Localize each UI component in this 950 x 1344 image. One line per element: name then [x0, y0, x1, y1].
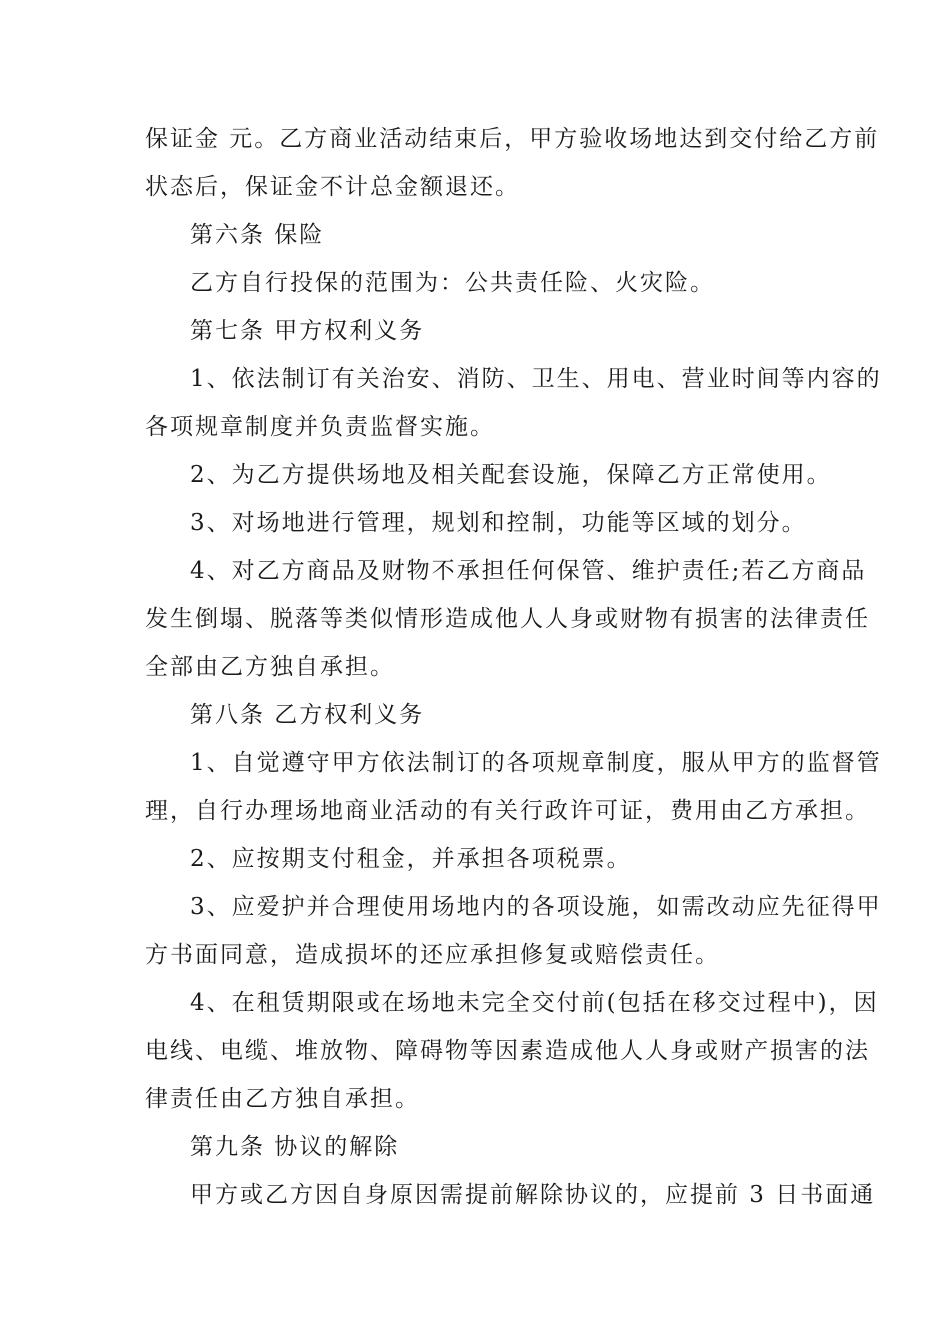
text-line: 发生倒塌、脱落等类似情形造成他人人身或财物有损害的法律责任	[145, 606, 870, 632]
text-line: 保证金 元。乙方商业活动结束后，甲方验收场地达到交付给乙方前	[145, 126, 880, 152]
text-line: 乙方自行投保的范围为：公共责任险、火灾险。	[190, 270, 715, 296]
section-heading: 第七条 甲方权利义务	[190, 318, 425, 344]
text-line: 律责任由乙方独自承担。	[145, 1086, 420, 1112]
text-line: 3、应爱护并合理使用场地内的各项设施，如需改动应先征得甲	[190, 894, 882, 920]
text-line: 各项规章制度并负责监督实施。	[145, 414, 495, 440]
text-line: 理，自行办理场地商业活动的有关行政许可证，费用由乙方承担。	[145, 798, 870, 824]
text-line: 1、依法制订有关治安、消防、卫生、用电、营业时间等内容的	[190, 366, 882, 392]
text-line: 2、应按期支付租金，并承担各项税票。	[190, 846, 632, 872]
text-line: 状态后，保证金不计总金额退还。	[145, 174, 520, 200]
section-heading: 第八条 乙方权利义务	[190, 702, 425, 728]
text-line: 4、在租赁期限或在场地未完全交付前(包括在移交过程中)，因	[190, 990, 879, 1016]
text-line: 1、自觉遵守甲方依法制订的各项规章制度，服从甲方的监督管	[190, 750, 882, 776]
text-line: 甲方或乙方因自身原因需提前解除协议的，应提前 3 日书面通	[190, 1182, 876, 1208]
text-line: 电线、电缆、堆放物、障碍物等因素造成他人人身或财产损害的法	[145, 1038, 870, 1064]
text-line: 方书面同意，造成损坏的还应承担修复或赔偿责任。	[145, 942, 720, 968]
text-line: 2、为乙方提供场地及相关配套设施，保障乙方正常使用。	[190, 462, 832, 488]
text-line: 3、对场地进行管理，规划和控制，功能等区域的划分。	[190, 510, 807, 536]
text-line: 全部由乙方独自承担。	[145, 654, 395, 680]
section-heading: 第九条 协议的解除	[190, 1134, 400, 1160]
section-heading: 第六条 保险	[190, 222, 325, 248]
text-line: 4、对乙方商品及财物不承担任何保管、维护责任;若乙方商品	[190, 558, 867, 584]
